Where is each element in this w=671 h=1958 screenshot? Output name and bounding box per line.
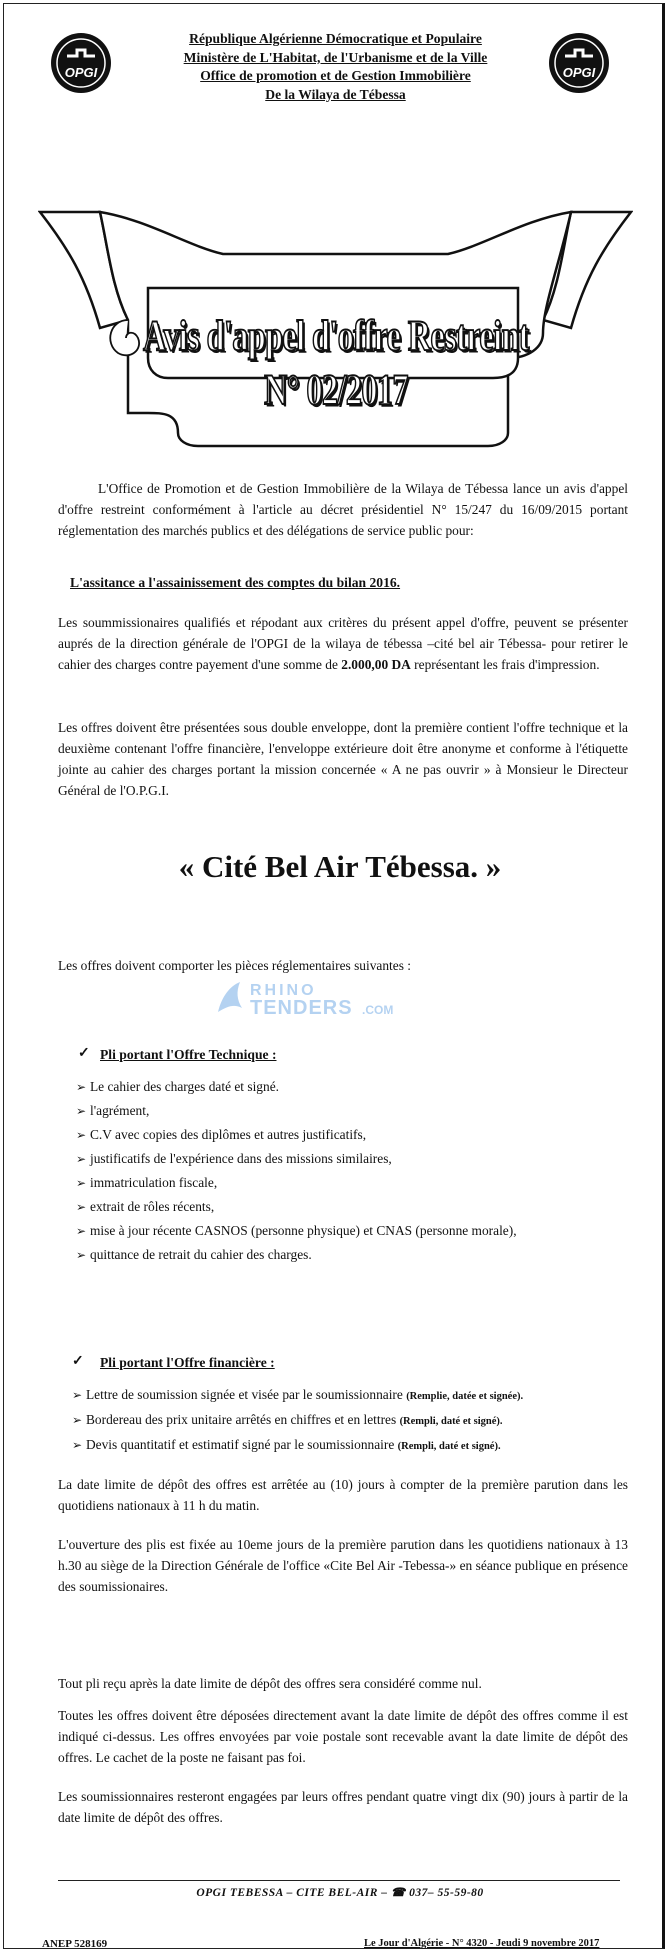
watermark-tld: .COM xyxy=(362,1003,394,1017)
journal-reference: Le Jour d'Algérie - N° 4320 - Jeudi 9 novembre 2017 xyxy=(364,1938,600,1949)
banner-title: Avis d'appel d'offre Restreint N° 02/2017 xyxy=(143,310,529,414)
tender-object: L'assitance a l'assainissement des comptes du bilan 2016. xyxy=(70,575,401,590)
late-offers-paragraph: Tout pli reçu après la date limite de dépôt des offres sera considéré comme nul. xyxy=(58,1676,482,1691)
letterhead xyxy=(150,30,521,104)
technical-offer-list xyxy=(76,1075,517,1267)
arrow-bullet-icon: ➢ xyxy=(72,1438,83,1452)
list-item: ➢ Lettre de soumission signée et visée par le soumissionnaire (Remplie, datée et signée). xyxy=(72,1383,523,1408)
arrow-bullet-icon: ➢ xyxy=(76,1224,87,1238)
deadline-paragraph: La date limite de dépôt des offres est arrêtée au (10) jours à compter de la première parution dans les quotidiens nationaux à 11 h du matin. xyxy=(58,1477,628,1513)
list-item: ➢ justificatifs de l'expérience dans des missions similaires, xyxy=(76,1147,517,1171)
footer-divider xyxy=(58,1880,620,1881)
technical-offer-title: Pli portant l'Offre Technique : xyxy=(100,1047,277,1062)
envelope-paragraph: Les offres doivent être présentées sous double enveloppe, dont la première contient l'offre technique et la deuxième contenant l'offre financière, l'enveloppe extérieure doit être anonyme et conforme à l'étiquette jointe au cahier des charges portant la mission concernée « A ne pas ouvrir » à Monsieur le Directeur Général de l'O.P.G.I. xyxy=(58,720,628,798)
header-wilaya: De la Wilaya de Tébessa xyxy=(265,86,406,102)
arrow-bullet-icon: ➢ xyxy=(76,1200,87,1214)
logo-text: OPGI xyxy=(64,65,98,80)
opgi-logo-left xyxy=(50,32,112,94)
eligibility-text: Les soummissionaires qualifiés et répodant aux critères du présent appel d'offre, peuvent se présenter auprés de la direction générale de l'OPGI de la wilaya de tébessa –cité bel air Tébessa- pour retirer le cahier des charges contre payement d'une somme de xyxy=(58,615,628,672)
arrow-bullet-icon: ➢ xyxy=(76,1128,87,1142)
list-item: ➢ Devis quantitatif et estimatif signé par le soumissionnaire (Rempli, daté et signé). xyxy=(72,1433,523,1458)
arrow-bullet-icon: ➢ xyxy=(76,1176,87,1190)
watermark-brand: RHINO xyxy=(250,982,317,999)
submission-paragraph: Toutes les offres doivent être déposées directement avant la date limite de dépôt des offres comme il est indiqué ci-dessus. Les offres envoyées par voie postale sont recevable avant la date limite de dépôt des offres. Le cachet de la poste ne faisant pas foi. xyxy=(58,1708,628,1765)
list-item: ➢ extrait de rôles récents, xyxy=(76,1195,517,1219)
arrow-bullet-icon: ➢ xyxy=(72,1413,83,1427)
financial-check-icon: ✓ xyxy=(72,1354,84,1369)
validity-paragraph: Les soumissionnaires resteront engagées par leurs offres pendant quatre vingt dix (90) jours à partir de la date limite de dépôt des offres. xyxy=(58,1789,628,1825)
list-item: ➢ immatriculation fiscale, xyxy=(76,1171,517,1195)
list-item: ➢ Le cahier des charges daté et signé. xyxy=(76,1075,517,1099)
fee-amount: 2.000,00 DA xyxy=(341,657,411,672)
header-office: Office de promotion et de Gestion Immobilière xyxy=(200,68,471,83)
list-item: ➢ Bordereau des prix unitaire arrêtés en chiffres et en lettres (Rempli, daté et signé). xyxy=(72,1408,523,1433)
arrow-bullet-icon: ➢ xyxy=(72,1388,83,1402)
arrow-bullet-icon: ➢ xyxy=(76,1104,87,1118)
rhino-tenders-watermark xyxy=(210,978,480,1018)
header-ministry: Ministère de L'Habitat, de l'Urbanisme et de la Ville xyxy=(183,49,488,65)
list-item: ➢ l'agrément, xyxy=(76,1099,517,1123)
opgi-logo-right xyxy=(548,32,610,94)
arrow-bullet-icon: ➢ xyxy=(76,1248,87,1262)
list-item: ➢ mise à jour récente CASNOS (personne physique) et CNAS (personne morale), xyxy=(76,1219,517,1243)
footer-contact: OPGI TEBESSA – CITE BEL-AIR – ☎ 037– 55-59-80 xyxy=(196,1887,484,1899)
opening-paragraph: L'ouverture des plis est fixée au 10eme jours de la première parution dans les quotidiens nationaux à 13 h.30 au siège de la Direction Générale de l'office «Cite Bel Air -Tebessa-» en séance publique en présence des soumissionaires. xyxy=(58,1537,628,1594)
documents-intro: Les offres doivent comporter les pièces réglementaires suivantes : xyxy=(58,958,411,973)
financial-offer-list xyxy=(72,1383,523,1458)
eligibility-paragraph xyxy=(58,612,628,675)
arrow-bullet-icon: ➢ xyxy=(76,1152,87,1166)
technical-check-icon: ✓ xyxy=(78,1046,90,1061)
anep-reference: ANEP 528169 xyxy=(42,1938,108,1950)
eligibility-text-end: représentant les frais d'impression. xyxy=(410,657,600,672)
header-republic: République Algérienne Démocratique et Populaire xyxy=(189,31,482,46)
list-item: ➢ quittance de retrait du cahier des charges. xyxy=(76,1243,517,1267)
logo-text: OPGI xyxy=(562,65,596,80)
watermark-sub: TENDERS xyxy=(250,997,353,1018)
financial-offer-title: Pli portant l'Offre financière : xyxy=(100,1355,275,1370)
intro-paragraph: L'Office de Promotion et de Gestion Immobilière de la Wilaya de Tébessa lance un avis d'appel d'offre restreint conformément à l'article au décret présidentiel N° 15/247 du 16/09/2015 portant réglementation des marchés publics et des délégations de service public pour: xyxy=(58,481,628,538)
list-item: ➢ C.V avec copies des diplômes et autres justificatifs, xyxy=(76,1123,517,1147)
arrow-bullet-icon: ➢ xyxy=(76,1080,87,1094)
location-heading: « Cité Bel Air Tébessa. » xyxy=(178,849,502,884)
